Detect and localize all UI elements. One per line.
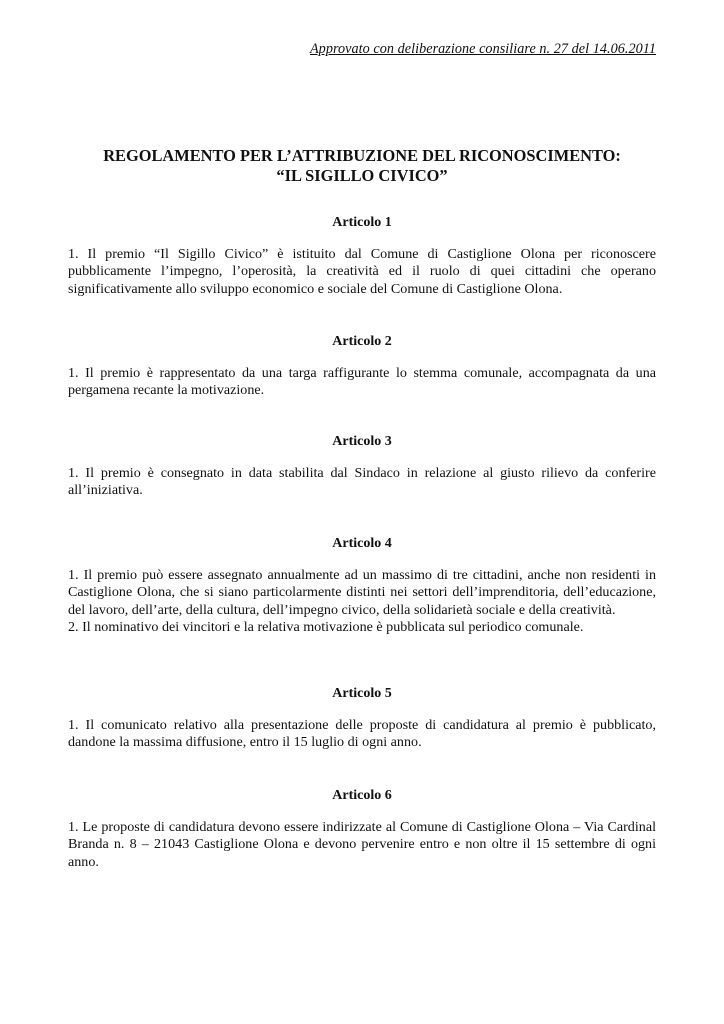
article-paragraph: 1. Le proposte di candidatura devono essere indirizzate al Comune di Castiglione Olona – Via Cardinal Branda n. 8 – 21043 Castiglione Olona e devono pervenire entro e non oltre il 15 settembre di ogni anno.: [68, 819, 656, 870]
article-1: [68, 214, 656, 298]
article-heading: Articolo 1: [332, 215, 392, 230]
article-4: [68, 535, 656, 637]
title-line-2: “IL SIGILLO CIVICO”: [276, 166, 448, 185]
article-heading: Articolo 3: [332, 434, 392, 449]
article-paragraph: 1. Il premio “Il Sigillo Civico” è istituito dal Comune di Castiglione Olona per riconoscere pubblicamente l’impegno, l’operosità, la creatività ed il ruolo di quei cittadini che operano significativamente allo sviluppo economico e sociale del Comune di Castiglione Olona.: [68, 246, 656, 297]
document-title: [68, 146, 656, 186]
article-3: [68, 433, 656, 500]
article-heading: Articolo 5: [332, 686, 392, 701]
article-paragraph: 1. Il premio è consegnato in data stabilita dal Sindaco in relazione al giusto rilievo da conferire all’iniziativa.: [68, 465, 656, 499]
approval-note: Approvato con deliberazione consiliare n. 27 del 14.06.2011: [309, 41, 656, 57]
article-heading: Articolo 6: [332, 788, 392, 803]
document-page: [68, 0, 656, 1024]
article-5: [68, 685, 656, 752]
title-line-1: REGOLAMENTO PER L’ATTRIBUZIONE DEL RICONOSCIMENTO:: [103, 146, 621, 165]
article-2: [68, 333, 656, 400]
article-paragraph: 1. Il premio è rappresentato da una targa raffigurante lo stemma comunale, accompagnata da una pergamena recante la motivazione.: [68, 365, 656, 399]
article-heading: Articolo 4: [332, 536, 392, 551]
article-heading: Articolo 2: [332, 334, 392, 349]
article-paragraph: 2. Il nominativo dei vincitori e la relativa motivazione è pubblicata sul periodico comunale.: [68, 619, 584, 636]
article-6: [68, 787, 656, 871]
article-paragraph: 1. Il premio può essere assegnato annualmente ad un massimo di tre cittadini, anche non residenti in Castiglione Olona, che si siano particolarmente distinti nei settori dell’imprenditoria, dell’educazione, del lavoro, dell’arte, della cultura, dell’impegno civico, della solidarietà sociale e della creatività.: [68, 567, 656, 618]
article-paragraph: 1. Il comunicato relativo alla presentazione delle proposte di candidatura al premio è pubblicato, dandone la massima diffusione, entro il 15 luglio di ogni anno.: [68, 717, 656, 751]
